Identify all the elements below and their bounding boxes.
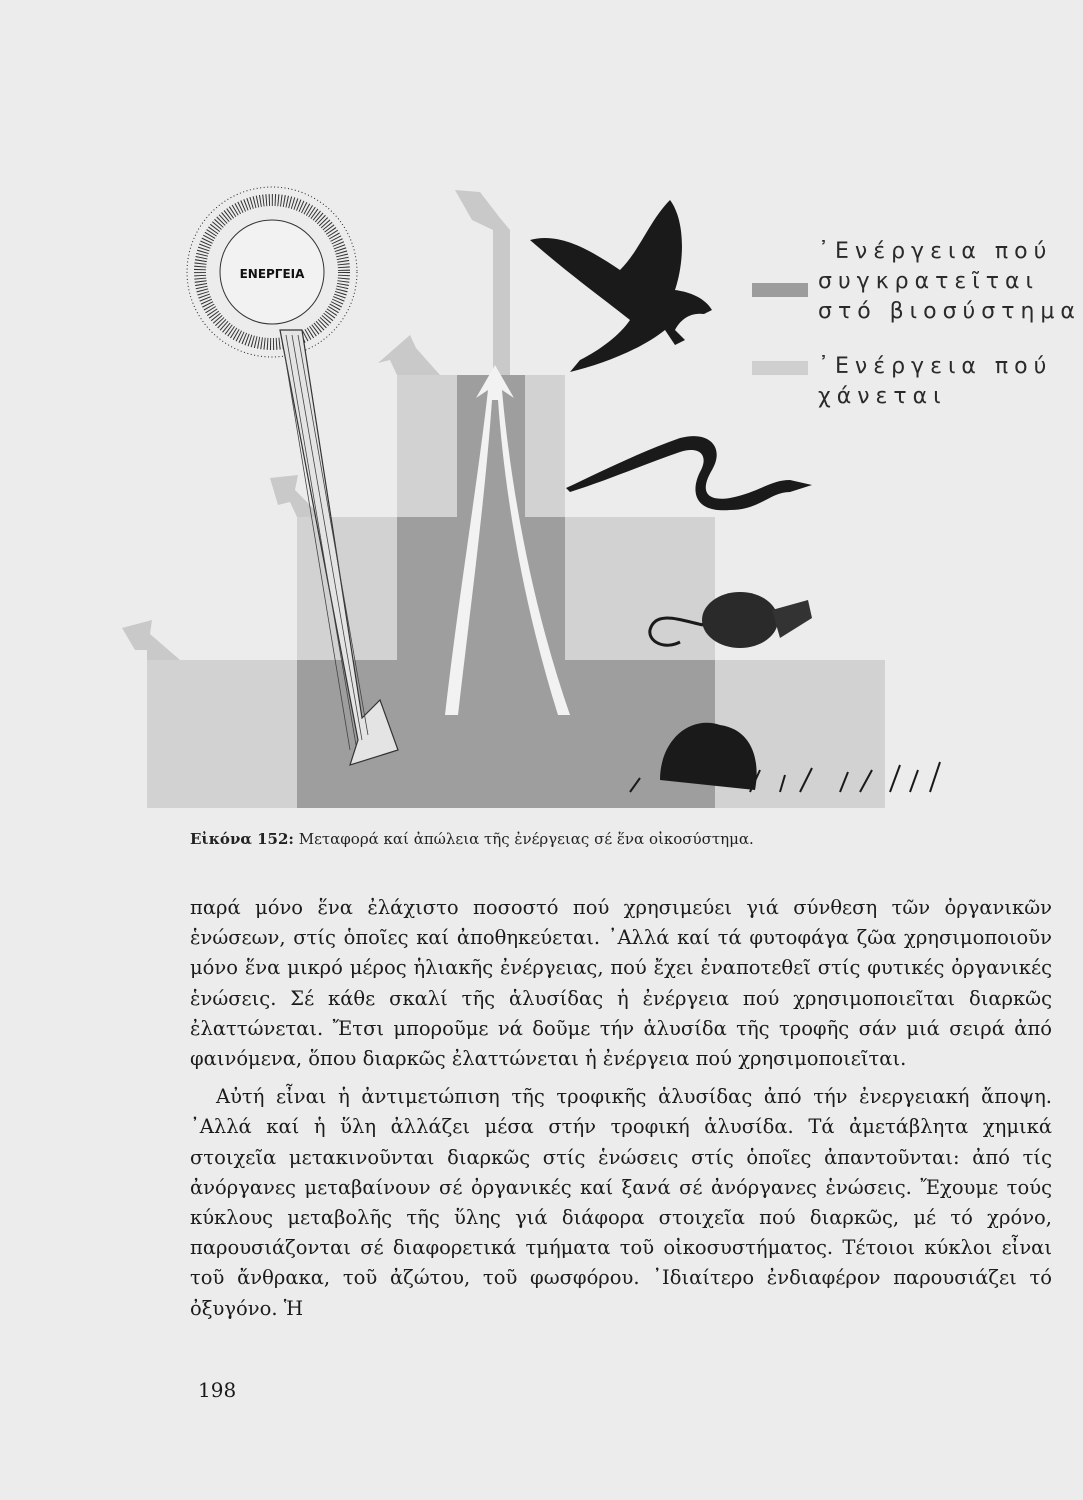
- caption-text: Μεταφορά καί ἀπώλεια τῆς ἐνέργειας σέ ἕνα οἰκοσύστημα.: [293, 830, 754, 848]
- page-number: 198: [198, 1378, 237, 1402]
- hawk-icon: [530, 200, 712, 372]
- sun-icon: [187, 187, 357, 357]
- caption-label: Εἰκόνα 152:: [190, 830, 294, 848]
- lost-block-right2: [565, 517, 715, 660]
- legend-lost-swatch: [752, 361, 808, 375]
- figure-caption: [190, 830, 1050, 848]
- snake-icon: [566, 436, 812, 510]
- legend-retained-swatch: [752, 283, 808, 297]
- loss-arrow-4: [455, 190, 510, 375]
- body-text: [190, 893, 1052, 1324]
- sun-label: ΕΝΕΡΓΕΙΑ: [239, 267, 305, 281]
- paragraph: Αὐτή εἶναι ἡ ἀντιμετώπιση τῆς τροφικῆς ἁλυσίδας ἀπό τήν ἐνεργειακή ἄποψη. ᾿Αλλά καί ἡ ὕλη ἀλλάζει μέσα στήν τροφική ἁλυσίδα. Τά ἀμετάβλητα χημικά στοιχεῖα μετακινοῦνται διαρκῶς στίς ἑνώσεις στίς ὁποῖες ἀπαντοῦνται: ἀπό τίς ἀνόργανες μεταβαίνουν σέ ὀργανικές καί ξανά σέ ἀνόργανες ἑνώσεις. Ἔχουμε τούς κύκλους μεταβολῆς τῆς ὕλης γιά διάφορα στοιχεῖα πού διαρκῶς, μέ τό χρόνο, παρουσιάζονται σέ διαφορετικά τμήματα τοῦ οἰκοσυστήματος. Τέτοιοι κύκλοι εἶναι τοῦ ἄνθρακα, τοῦ ἀζώτου, τοῦ φωσφόρου. ᾿Ιδιαίτερο ἐνδιαφέρον παρουσιάζει τό ὀξυγόνο. Ἡ: [190, 1085, 1052, 1320]
- loss-arrow-1: [122, 620, 180, 660]
- lost-block-right3: [525, 375, 565, 517]
- legend-retained: [818, 237, 1081, 327]
- legend-lost-label: ᾿Ενέργεια πού χάνεται: [818, 354, 1053, 409]
- lost-block-level1: [147, 660, 297, 808]
- loss-arrow-3: [378, 335, 440, 375]
- paragraph: παρά μόνο ἕνα ἐλάχιστο ποσοστό πού χρησιμεύει γιά σύνθεση τῶν ὀργανικῶν ἑνώσεων, στίς ὁποῖες καί ἀποθηκεύεται. ᾿Αλλά καί τά φυτοφάγα ζῶα χρησιμοποιοῦν μόνο ἕνα μικρό μέρος ἡλιακῆς ἐνέργειας, πού ἔχει ἐναποτεθεῖ στίς φυτικές ὀργανικές ἑνώσεις. Σέ κάθε σκαλί τῆς ἁλυσίδας ἡ ἐνέργεια πού χρησιμοποιεῖται διαρκῶς ἐλαττώνεται. Ἔτσι μποροῦμε νά δοῦμε τήν ἁλυσίδα τῆς τροφῆς σάν μιά σειρά ἀπό φαινόμενα, ὅπου διαρκῶς ἐλαττώνεται ἡ ἐνέργεια πού χρησιμοποιεῖται.: [190, 896, 1052, 1071]
- legend-retained-label: ᾿Ενέργεια πού συγκρατεῖται στό βιοσύστημα: [818, 239, 1081, 324]
- lost-block-level3: [397, 375, 457, 517]
- legend-lost: [818, 352, 1052, 412]
